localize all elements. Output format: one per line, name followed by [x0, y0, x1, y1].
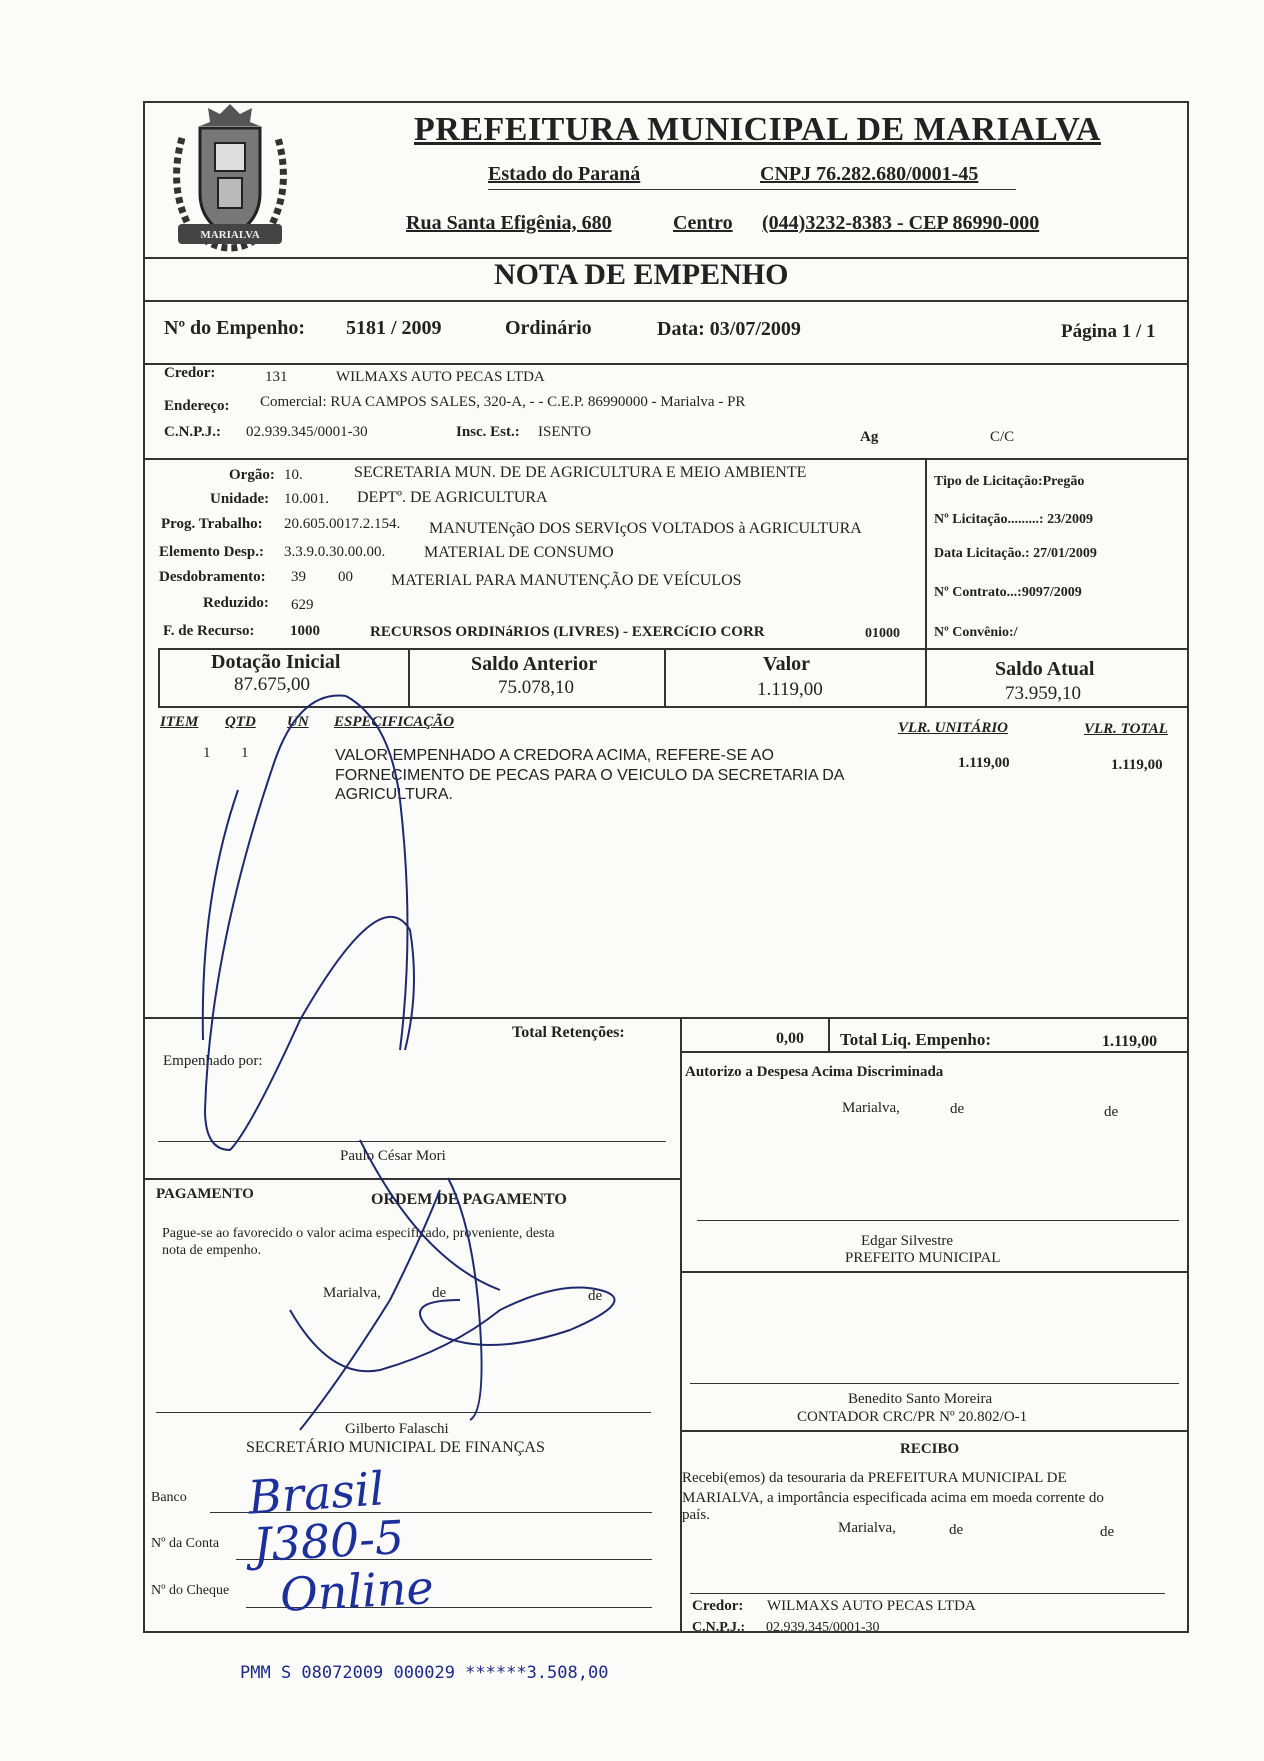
autorizo-label: Autorizo a Despesa Acima Discriminada: [685, 1064, 944, 1080]
valor-label: Valor: [763, 653, 811, 675]
credor-name: WILMAXS AUTO PECAS LTDA: [336, 369, 545, 385]
secretario-name: Gilberto Falaschi: [345, 1421, 449, 1437]
unidade-code: 10.001.: [284, 491, 329, 507]
orgao-name: SECRETARIA MUN. DE DE AGRICULTURA E MEIO AMBIENTE: [354, 464, 807, 481]
recibo-credor-label: Credor:: [692, 1598, 744, 1614]
recibo-cnpj-label: C.N.P.J.:: [692, 1620, 746, 1635]
prog-code: 20.605.0017.2.154.: [284, 516, 401, 532]
pagamento-de1: de: [432, 1285, 447, 1301]
credor-code: 131: [265, 369, 288, 385]
contador-title: CONTADOR CRC/PR Nº 20.802/O-1: [797, 1409, 1028, 1425]
col-un: UN: [287, 714, 309, 730]
pagamento-title: PAGAMENTO: [156, 1186, 254, 1202]
cc-label: C/C: [990, 429, 1015, 445]
empenho-date: Data: 03/07/2009: [657, 318, 801, 340]
address-label: Endereço:: [164, 398, 230, 414]
unidade-label: Unidade:: [210, 491, 270, 507]
licitacao-contrato: Nº Contrato...:9097/2009: [934, 585, 1082, 600]
liq-empenho-value: 1.119,00: [1102, 1033, 1158, 1050]
dotacao-value: 87.675,00: [234, 674, 310, 695]
recibo-text2: MARIALVA, a importância especificada acima em moeda corrente do: [682, 1490, 1104, 1506]
elemento-label: Elemento Desp.:: [159, 544, 264, 560]
fonte-name: RECURSOS ORDINáRIOS (LIVRES) - EXERCíCIO CORR: [370, 624, 765, 640]
pagamento-text2: nota de empenho.: [162, 1243, 262, 1258]
dotacao-label: Dotação Inicial: [211, 651, 341, 673]
pagamento-text1: Pague-se ao favorecido o valor acima especificado, proveniente, desta: [162, 1226, 555, 1241]
credor-label: Credor:: [164, 365, 216, 381]
row-spec-line3: AGRICULTURA.: [335, 786, 453, 803]
page-number: Página 1 / 1: [1061, 321, 1156, 342]
header-district: Centro: [673, 212, 733, 234]
desdobramento-name: MATERIAL PARA MANUTENÇÃO DE VEÍCULOS: [391, 572, 742, 589]
ag-label: Ag: [860, 429, 879, 445]
doc-title: NOTA DE EMPENHO: [494, 258, 789, 291]
prefeito-title: PREFEITO MUNICIPAL: [845, 1250, 1001, 1266]
recibo-title: RECIBO: [900, 1441, 960, 1457]
col-unit-value: VLR. UNITÁRIO: [898, 720, 1009, 736]
payment-stamp: PMM S 08072009 000029 ******3.508,00: [240, 1663, 609, 1683]
header-address: Rua Santa Efigênia, 680: [406, 212, 612, 234]
cnpj-label: C.N.P.J.:: [164, 424, 221, 440]
elemento-code: 3.3.9.0.30.00.00.: [284, 544, 386, 560]
reduzido-code: 629: [291, 597, 314, 613]
saldo-atual-label: Saldo Atual: [995, 658, 1095, 680]
row-unit-value: 1.119,00: [958, 755, 1010, 771]
recibo-text1: Recebi(emos) da tesouraria da PREFEITURA MUNICIPAL DE: [682, 1470, 1067, 1486]
contador-name: Benedito Santo Moreira: [848, 1391, 993, 1407]
header-state: Estado do Paraná: [488, 163, 641, 185]
fonte-code: 1000: [290, 623, 320, 639]
valor-value: 1.119,00: [757, 679, 823, 700]
desdobramento-code1: 39: [291, 569, 306, 585]
prefeito-name: Edgar Silvestre: [861, 1233, 954, 1249]
credor-address: Comercial: RUA CAMPOS SALES, 320-A, - - C.E.P. 86990000 - Marialva - PR: [260, 394, 746, 410]
empenhado-label: Empenhado por:: [163, 1053, 263, 1069]
recibo-credor: WILMAXS AUTO PECAS LTDA: [767, 1598, 976, 1614]
col-total-value: VLR. TOTAL: [1084, 721, 1168, 737]
desdobramento-label: Desdobramento:: [159, 569, 266, 585]
conta-label: Nº da Conta: [151, 1536, 220, 1551]
cheque-label: Nº do Cheque: [151, 1583, 230, 1598]
saldo-anterior-value: 75.078,10: [498, 677, 574, 698]
recibo-text3: país.: [682, 1507, 710, 1523]
prog-label: Prog. Trabalho:: [161, 516, 263, 532]
handwritten-banco: Brasil: [246, 1461, 386, 1525]
row-spec-line2: FORNECIMENTO DE PECAS PARA O VEICULO DA SECRETARIA DA: [335, 767, 845, 784]
empenho-number: 5181 / 2009: [346, 317, 442, 339]
saldo-atual-value: 73.959,10: [1005, 683, 1081, 704]
retencoes-value: 0,00: [776, 1030, 804, 1047]
autorizo-de1: de: [950, 1101, 965, 1117]
ordem-pagamento: ORDEM DE PAGAMENTO: [371, 1191, 567, 1208]
empenho-type: Ordinário: [505, 317, 592, 339]
col-qtd: QTD: [225, 714, 256, 730]
banco-label: Banco: [151, 1490, 187, 1505]
elemento-name: MATERIAL DE CONSUMO: [424, 544, 614, 561]
autorizo-de2: de: [1104, 1104, 1119, 1120]
licitacao-tipo: Tipo de Licitação:Pregão: [934, 474, 1085, 489]
recibo-cnpj: 02.939.345/0001-30: [766, 1620, 880, 1635]
secretario-title: SECRETÁRIO MUNICIPAL DE FINANÇAS: [246, 1439, 545, 1456]
fonte-code2: 01000: [865, 626, 900, 641]
handwritten-cheque: Online: [278, 1560, 435, 1622]
reduzido-label: Reduzido:: [203, 595, 269, 611]
saldo-anterior-label: Saldo Anterior: [471, 653, 598, 675]
prog-name: MANUTENçãO DOS SERVIçOS VOLTADOS à AGRICULTURA: [429, 520, 862, 537]
row-qtd: 1: [241, 745, 249, 761]
row-spec-line1: VALOR EMPENHADO A CREDORA ACIMA, REFERE-SE AO: [335, 747, 774, 764]
fonte-label: F. de Recurso:: [163, 623, 255, 639]
desdobramento-code2: 00: [338, 569, 353, 585]
header-phone-cep: (044)3232-8383 - CEP 86990-000: [762, 212, 1040, 234]
licitacao-numero: Nº Licitação.........: 23/2009: [934, 512, 1093, 527]
licitacao-data: Data Licitação.: 27/01/2009: [934, 546, 1097, 561]
handwritten-conta: J380-5: [251, 1510, 406, 1572]
retencoes-label: Total Retenções:: [512, 1024, 625, 1041]
credor-ie: ISENTO: [538, 424, 592, 440]
orgao-code: 10.: [284, 467, 303, 483]
pagamento-marialva: Marialva,: [323, 1285, 381, 1301]
header-cnpj: CNPJ 76.282.680/0001-45: [760, 163, 979, 185]
col-item: ITEM: [160, 714, 199, 730]
svg-text:MARIALVA: MARIALVA: [200, 229, 260, 241]
row-item: 1: [203, 745, 211, 761]
autorizo-marialva: Marialva,: [842, 1100, 900, 1116]
col-especificacao: ESPECIFICAÇÃO: [334, 714, 455, 730]
licitacao-convenio: Nº Convênio:/: [934, 625, 1018, 640]
ie-label: Insc. Est.:: [456, 424, 520, 440]
empenhado-name: Paulo César Mori: [340, 1148, 446, 1164]
pagamento-de2: de: [588, 1288, 603, 1304]
recibo-de1: de: [949, 1522, 964, 1538]
unidade-name: DEPTº. DE AGRICULTURA: [357, 489, 548, 506]
recibo-de2: de: [1100, 1524, 1115, 1540]
row-total-value: 1.119,00: [1111, 757, 1163, 773]
orgao-label: Orgão:: [229, 467, 275, 483]
empenho-number-label: Nº do Empenho:: [164, 317, 306, 339]
liq-empenho-label: Total Liq. Empenho:: [840, 1030, 991, 1049]
header-title: PREFEITURA MUNICIPAL DE MARIALVA: [414, 111, 1101, 148]
recibo-marialva: Marialva,: [838, 1520, 896, 1536]
credor-cnpj: 02.939.345/0001-30: [246, 424, 368, 440]
